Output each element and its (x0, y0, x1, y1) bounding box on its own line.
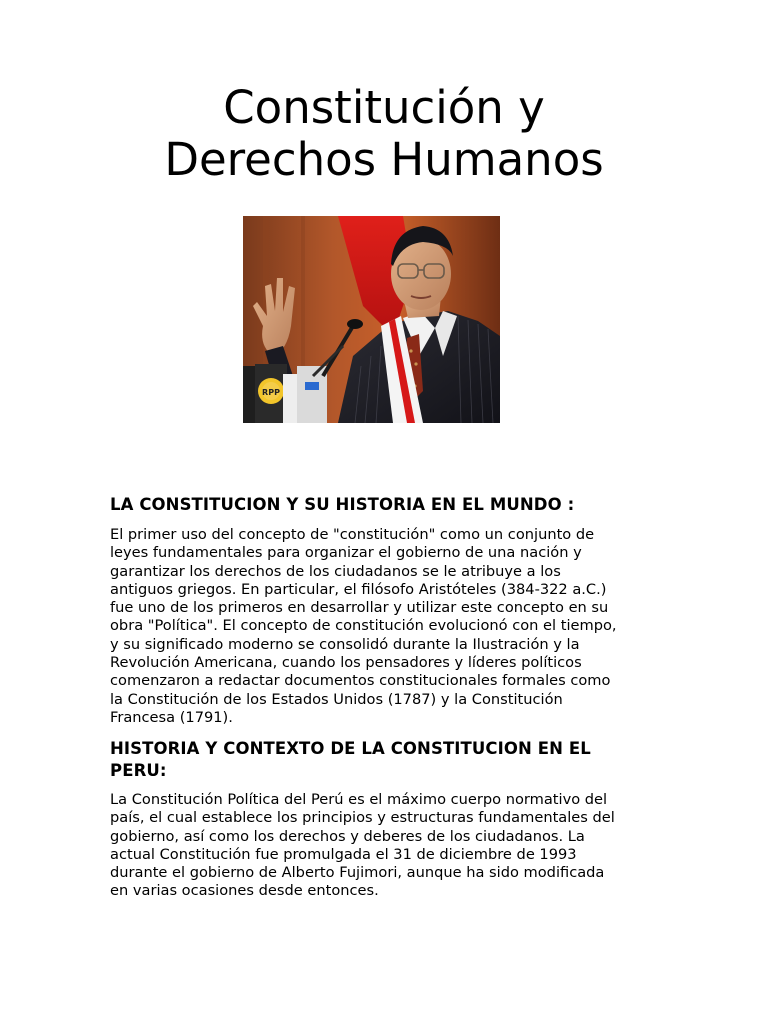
section-paragraph-world (110, 526, 655, 727)
paragraph-line: durante el gobierno de Alberto Fujimori, aunque ha sido modificada (110, 864, 605, 882)
section-paragraph-peru (110, 791, 655, 901)
paragraph-line: fue uno de los primeros en desarrollar y utilizar este concepto en su (110, 599, 609, 617)
section-heading-world-line-1: LA CONSTITUCION Y SU HISTORIA EN EL MUNDO : (110, 495, 575, 514)
paragraph-line: la Constitución de los Estados Unidos (1787) y la Constitución (110, 690, 563, 708)
mic-logo-text: RPP (262, 388, 280, 397)
paragraph-line: El primer uso del concepto de "constitución" como un conjunto de (110, 526, 595, 543)
section-heading-world (110, 494, 650, 516)
document-title (0, 82, 768, 186)
document-title-line-1: Constitución y (223, 81, 545, 134)
speaker-photo (243, 216, 500, 423)
section-heading-peru (110, 738, 650, 782)
paragraph-line: y su significado moderno se consolidó durante la Ilustración y la (110, 635, 580, 653)
paragraph-line: La Constitución Política del Perú es el máximo cuerpo normativo del (110, 791, 608, 808)
document-title-line-2: Derechos Humanos (164, 133, 604, 186)
section-heading-peru-line-1: HISTORIA Y CONTEXTO DE LA CONSTITUCION EN EL (110, 739, 591, 758)
paragraph-line: país, el cual establece los principios y estructuras fundamentales del (110, 809, 615, 827)
paragraph-line: leyes fundamentales para organizar el gobierno de una nación y (110, 544, 582, 562)
paragraph-line: Revolución Americana, cuando los pensadores y líderes políticos (110, 654, 582, 672)
paragraph-line: comenzaron a redactar documentos constitucionales formales como (110, 672, 611, 690)
paragraph-line: garantizar los derechos de los ciudadanos se le atribuye a los (110, 562, 561, 580)
paragraph-line: actual Constitución fue promulgada el 31 de diciembre de 1993 (110, 845, 577, 863)
paragraph-line: Francesa (1791). (110, 708, 233, 726)
paragraph-line: gobierno, así como los derechos y deberes de los ciudadanos. La (110, 827, 585, 845)
paragraph-line: en varias ocasiones desde entonces. (110, 882, 379, 900)
paragraph-line: antiguos griegos. En particular, el filósofo Aristóteles (384-322 a.C.) (110, 580, 607, 598)
section-heading-peru-line-2: PERU: (110, 761, 167, 780)
paragraph-line: obra "Política". El concepto de constitución evolucionó con el tiempo, (110, 617, 617, 635)
